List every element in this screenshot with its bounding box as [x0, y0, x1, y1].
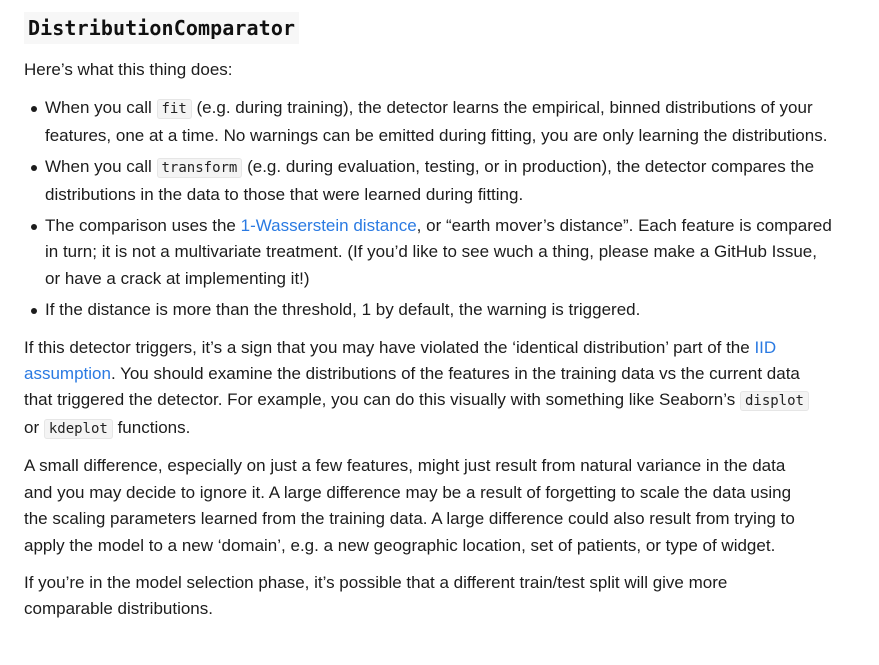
- list-item-text: The comparison uses the: [45, 216, 241, 236]
- paragraph-text: . You should examine the distributions of the features in the training data vs the current data that triggered the detector. For example, you can do this visually with something like Seaborn’s: [24, 364, 800, 410]
- list-item-threshold: [45, 297, 855, 323]
- inline-code-displot: displot: [740, 391, 809, 411]
- list-item-text: When you call: [45, 157, 157, 177]
- feature-list: [24, 95, 855, 323]
- list-item-text: (e.g. during training), the detector learns the empirical, binned distributions of your features, one at a time. No warnings can be emitted during fitting, you are only learning the distributions.: [45, 98, 828, 145]
- list-item-text: , or “earth mover’s distance”. Each feature is compared in turn; it is not a multivariate treatment. (If you’d like to see wuch a thing, please make a GitHub Issue, or have a crack at implementing it!): [45, 216, 832, 288]
- paragraph-text: If this detector triggers, it’s a sign that you may have violated the ‘identical distribution’ part of the: [24, 337, 755, 357]
- list-item-fit: [45, 95, 855, 149]
- list-item-transform: [45, 154, 855, 208]
- paragraph-text: or: [24, 417, 44, 437]
- paragraph-difference: A small difference, especially on just a few features, might just result from natural variance in the data and you may decide to ignore it. A large difference may be a result of forgetting to scale the data using the scaling parameters learned from the training data. A large difference could also result from trying to apply the model to a new ‘domain’, e.g. a new geographic location, set of patients, or type of widget.: [24, 456, 795, 555]
- paragraph-iid: [24, 335, 855, 443]
- inline-code-kdeplot: kdeplot: [44, 419, 113, 439]
- list-item-text: When you call: [45, 98, 157, 118]
- list-item-text: If the distance is more than the threshold, 1 by default, the warning is triggered.: [45, 300, 641, 320]
- paragraph-model-selection: If you’re in the model selection phase, it’s possible that a different train/test split will give more comparable distributions.: [24, 572, 728, 619]
- inline-code-fit: fit: [157, 99, 192, 119]
- intro-text: Here’s what this thing does:: [24, 60, 233, 79]
- list-item-comparison: [45, 213, 855, 292]
- inline-code-transform: transform: [157, 158, 243, 178]
- list-item-text: (e.g. during evaluation, testing, or in production), the detector compares the distributions in the data to those that were learned during fitting.: [45, 157, 815, 204]
- iid-assumption-link[interactable]: IID assumption: [24, 337, 777, 384]
- section-heading: DistributionComparator: [24, 12, 299, 44]
- wasserstein-link[interactable]: 1-Wasserstein distance: [240, 216, 417, 236]
- paragraph-text: functions.: [112, 417, 191, 437]
